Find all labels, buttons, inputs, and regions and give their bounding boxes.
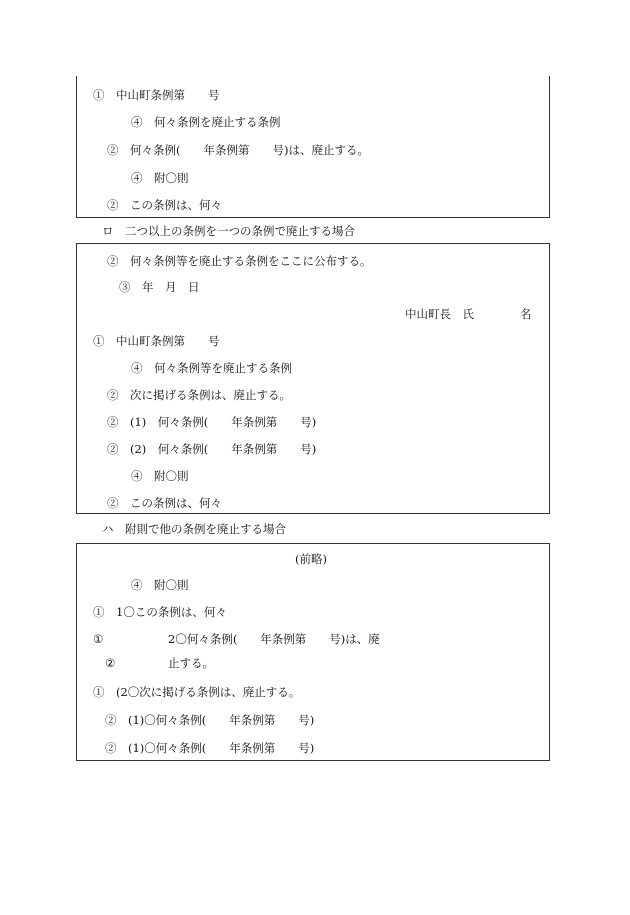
ordinance-number-line: ① 中山町条例第 号 (93, 88, 220, 102)
ordinance-box-multiple (76, 243, 550, 514)
article-2-marker: ① (93, 632, 104, 646)
article-2-list-intro-line: ① (2〇次に掲げる条例は、廃止する。 (93, 685, 301, 699)
repeal-item-line: ② (1)〇何々条例( 年条例第 号) (105, 741, 315, 755)
promulgation-line: ② 何々条例等を廃止する条例をここに公布する。 (107, 254, 372, 268)
article-1-line: ① 1〇この条例は、何々 (93, 605, 227, 619)
ordinance-title-line: ④ 何々条例等を廃止する条例 (131, 361, 292, 375)
article-2-text: 2〇何々条例( 年条例第 号)は、廃 (168, 632, 380, 646)
mayor-signature-line: 中山町長 氏 名 (405, 307, 532, 321)
repeal-item-line: ② (1)〇何々条例( 年条例第 号) (105, 713, 315, 727)
ordinance-box-supplementary (76, 543, 550, 761)
date-line: ③ 年 月 日 (119, 280, 200, 294)
article-2-continuation-marker: ② (105, 656, 116, 670)
supplementary-provision-line: ④ 附〇則 (131, 469, 189, 483)
supplementary-provision-line: ④ 附〇則 (131, 171, 189, 185)
article-2-continuation-text: 止する。 (168, 656, 214, 670)
section-heading-ha: ハ 附則で他の条例を廃止する場合 (102, 522, 286, 536)
ordinance-box-single (76, 76, 550, 218)
ordinance-title-line: ④ 何々条例を廃止する条例 (131, 115, 281, 129)
ordinance-number-line: ① 中山町条例第 号 (93, 334, 220, 348)
supplementary-provision-line: ④ 附〇則 (131, 578, 189, 592)
enforcement-line: ② この条例は、何々 (107, 198, 222, 212)
repeal-item-2-line: ② (2) 何々条例( 年条例第 号) (107, 442, 317, 456)
section-heading-ro: ロ 二つ以上の条例を一つの条例で廃止する場合 (102, 224, 355, 238)
repeal-clause-line: ② 何々条例( 年条例第 号)は、廃止する。 (107, 143, 369, 157)
omitted-preamble-line: (前略) (295, 552, 327, 566)
repeal-item-1-line: ② (1) 何々条例( 年条例第 号) (107, 415, 317, 429)
repeal-intro-line: ② 次に掲げる条例は、廃止する。 (107, 388, 291, 402)
enforcement-line: ② この条例は、何々 (107, 496, 222, 510)
